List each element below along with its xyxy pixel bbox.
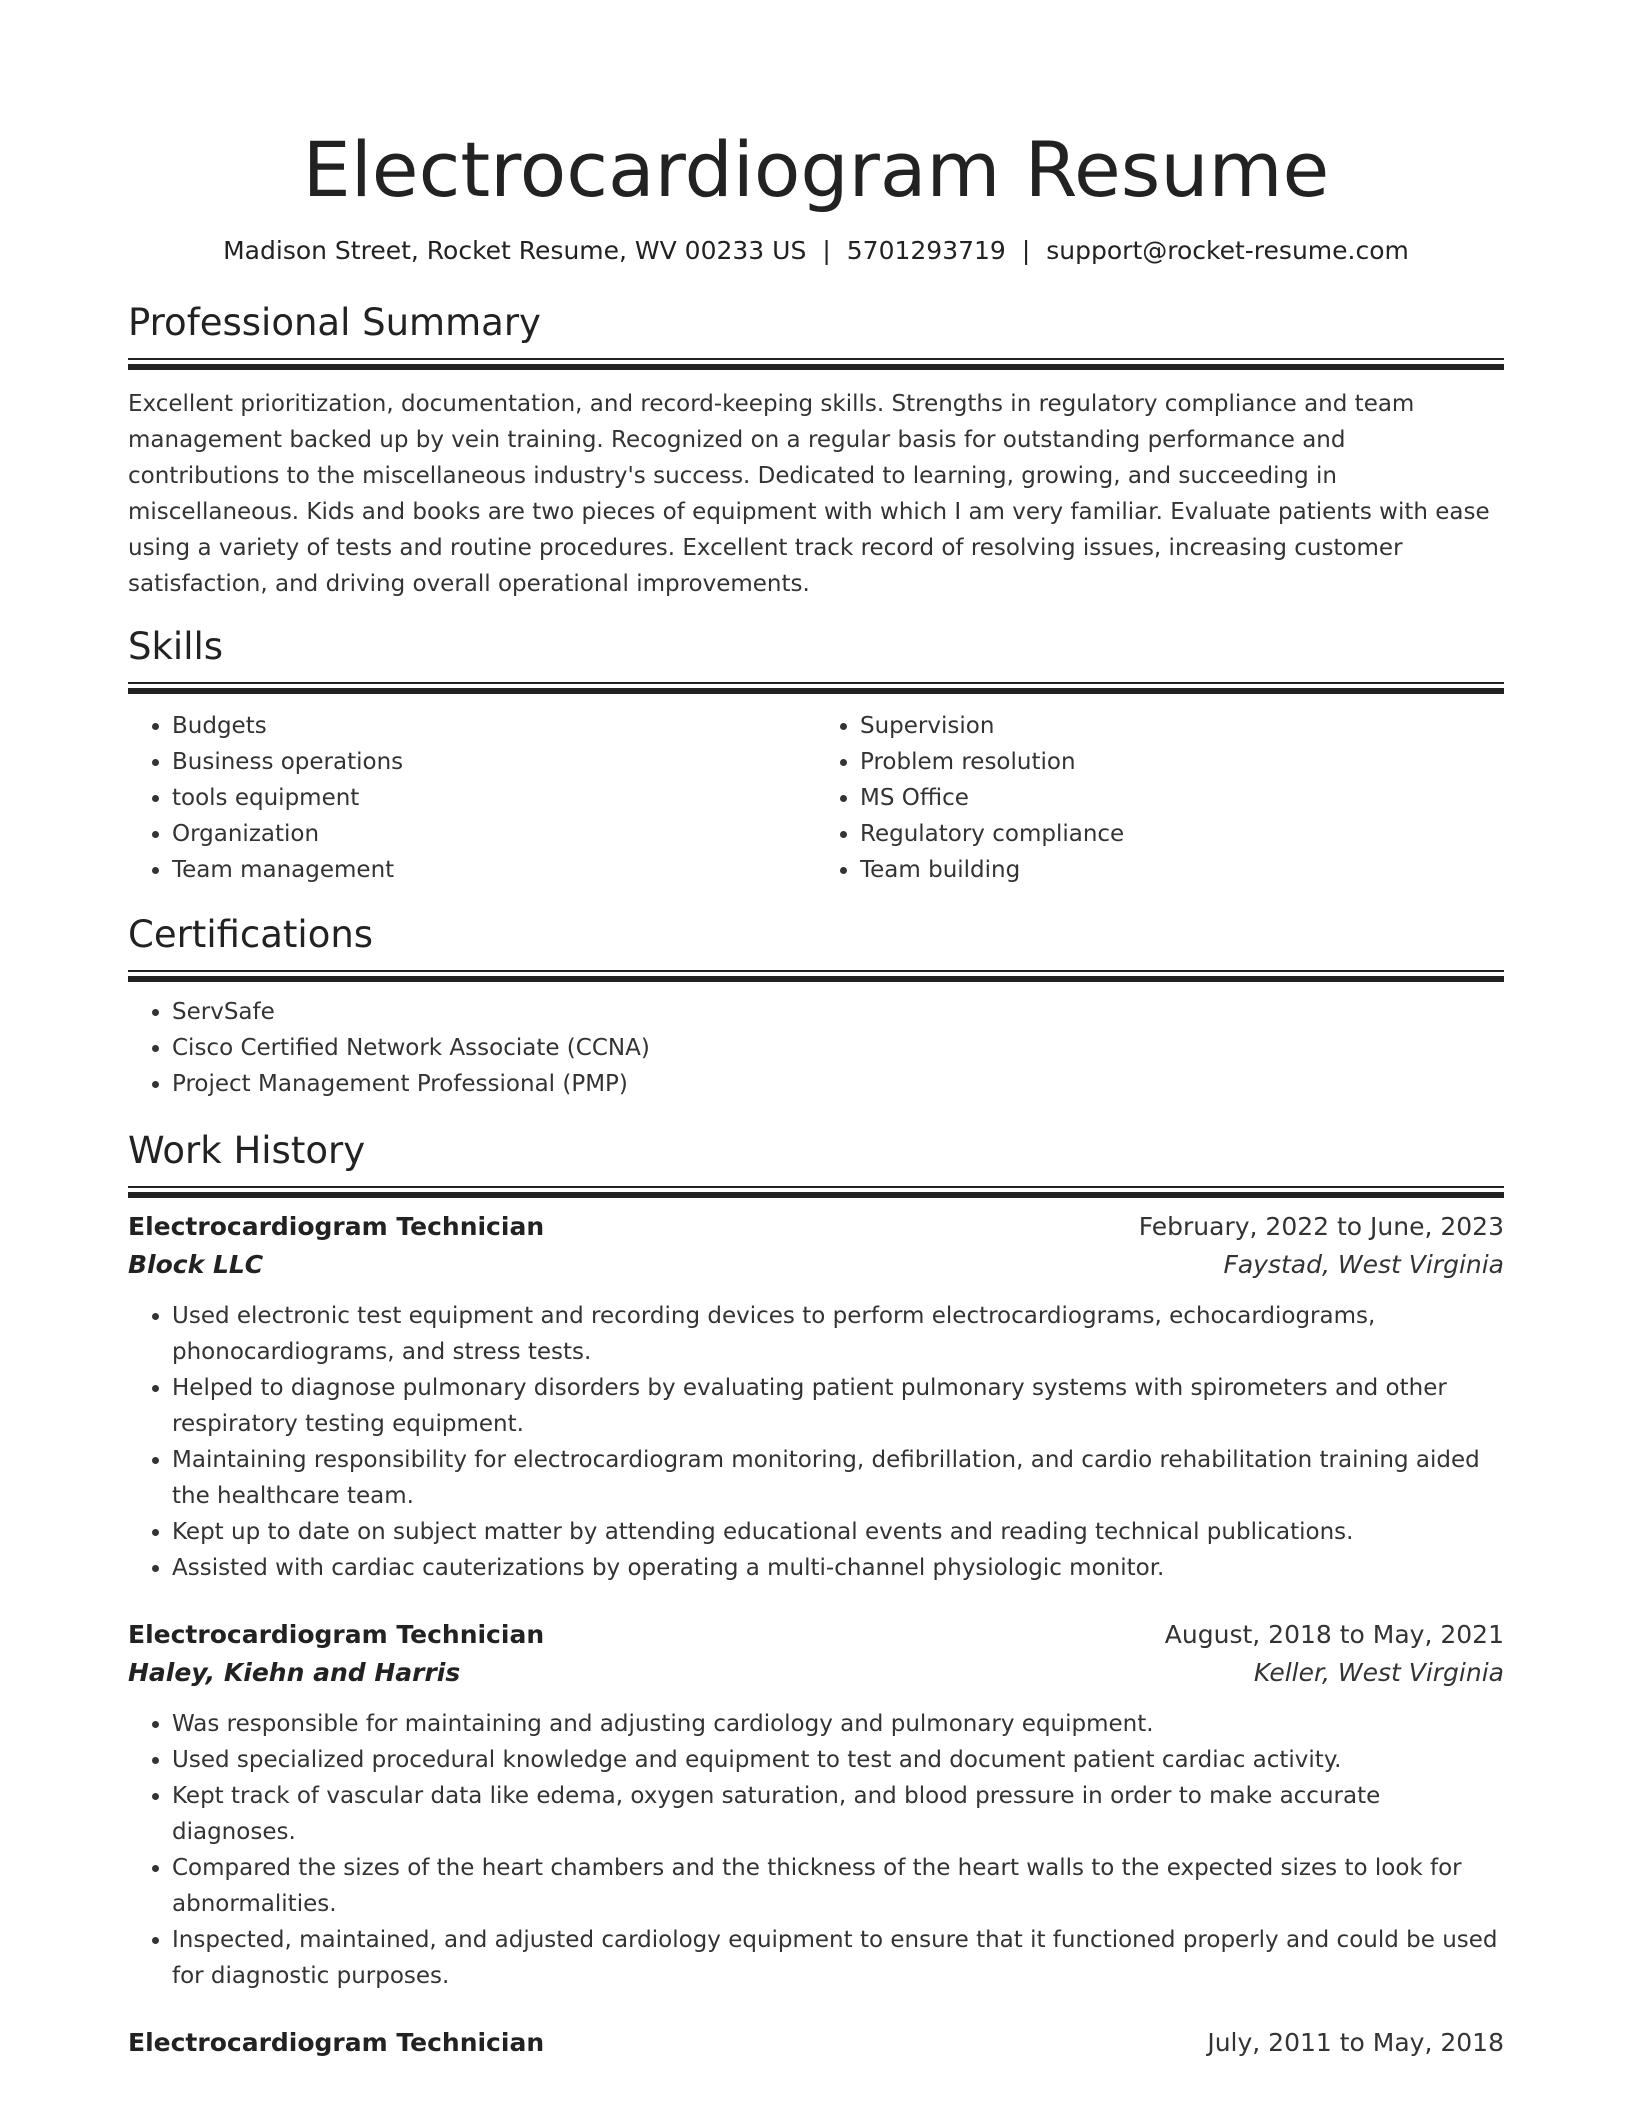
certification-item: • Cisco Certified Network Associate (CCNA) <box>172 1030 1504 1066</box>
certifications-list <box>128 994 1504 1102</box>
resume-page <box>128 0 1504 2062</box>
skill-item: • Team management <box>172 852 816 888</box>
skill-item: • Regulatory compliance <box>860 816 1504 852</box>
job-dates: August, 2018 to May, 2021 <box>1164 1620 1504 1649</box>
job-company: Haley, Kiehn and Harris <box>128 1658 461 1687</box>
job-entry <box>128 1616 1504 1994</box>
section-certifications <box>128 910 1504 1102</box>
section-heading-summary: Professional Summary <box>128 301 541 344</box>
job-entry <box>128 2024 1504 2062</box>
resume-title: Electrocardiogram Resume <box>302 125 1330 214</box>
job-header-row <box>128 1208 1504 1246</box>
job-bullets <box>128 1298 1504 1586</box>
job-location: Faystad, West Virginia <box>1223 1250 1504 1279</box>
job-bullet: • Maintaining responsibility for electrocardiogram monitoring, defibrillation, and cardio rehabilitation training aided the healthcare team. <box>172 1442 1504 1514</box>
summary-text: Excellent prioritization, documentation, and record-keeping skills. Strengths in regulatory compliance and team management backed up by vein training. Recognized on a regular basis for outstanding performance and contributions to the miscellaneous industry's success. Dedicated to learning, growing, and succeeding in miscellaneous. Kids and books are two pieces of equipment with which I am very familiar. Evaluate patients with ease using a variety of tests and routine procedures. Excellent track record of resolving issues, increasing customer satisfaction, and driving overall operational improvements. <box>128 391 1490 597</box>
job-bullet: • Helped to diagnose pulmonary disorders by evaluating patient pulmonary systems with spirometers and other respiratory testing equipment. <box>172 1370 1504 1442</box>
skill-item: • Business operations <box>172 744 816 780</box>
job-company: Block LLC <box>128 1250 264 1279</box>
job-company-row <box>128 1246 1504 1284</box>
section-divider <box>128 970 1504 972</box>
certification-item: • Project Management Professional (PMP) <box>172 1066 1504 1102</box>
skill-item: • Team building <box>860 852 1504 888</box>
skill-item: • Budgets <box>172 708 816 744</box>
certification-item: • ServSafe <box>172 994 1504 1030</box>
skills-columns <box>128 708 1504 888</box>
contact-line <box>128 234 1504 268</box>
section-heading-skills: Skills <box>128 625 224 668</box>
skills-list-right <box>816 708 1504 888</box>
job-bullet: • Compared the sizes of the heart chambers and the thickness of the heart walls to the expected sizes to look for abnormalities. <box>172 1850 1504 1922</box>
section-skills <box>128 622 1504 888</box>
skill-item: • tools equipment <box>172 780 816 816</box>
job-bullets <box>128 1706 1504 1994</box>
job-header-row <box>128 2024 1504 2062</box>
job-bullet: • Was responsible for maintaining and adjusting cardiology and pulmonary equipment. <box>172 1706 1504 1742</box>
section-divider <box>128 1186 1504 1188</box>
skill-item: • MS Office <box>860 780 1504 816</box>
skill-item: • Supervision <box>860 708 1504 744</box>
job-header-row <box>128 1616 1504 1654</box>
job-bullet: • Kept track of vascular data like edema, oxygen saturation, and blood pressure in order to make accurate diagnoses. <box>172 1778 1504 1850</box>
section-heading-certifications: Certifications <box>128 913 374 956</box>
job-company-row <box>128 1654 1504 1692</box>
job-location: Keller, West Virginia <box>1253 1658 1504 1687</box>
contact-email[interactable]: support@rocket-resume.com <box>1046 236 1409 265</box>
contact-address: Madison Street, Rocket Resume, WV 00233 US <box>223 236 807 265</box>
job-dates: February, 2022 to June, 2023 <box>1138 1212 1504 1241</box>
section-divider <box>128 682 1504 684</box>
section-summary <box>128 298 1504 602</box>
skills-list-left <box>128 708 816 888</box>
contact-separator: | <box>1021 236 1031 265</box>
job-bullet: • Kept up to date on subject matter by attending educational events and reading technical publications. <box>172 1514 1504 1550</box>
contact-separator: | <box>822 236 831 265</box>
job-entry <box>128 1208 1504 1586</box>
job-bullet: • Used specialized procedural knowledge and equipment to test and document patient cardiac activity. <box>172 1742 1504 1778</box>
skills-column-left <box>128 708 816 888</box>
skills-column-right <box>816 708 1504 888</box>
section-work-history <box>128 1126 1504 2062</box>
job-bullet: • Assisted with cardiac cauterizations by operating a multi-channel physiologic monitor. <box>172 1550 1504 1586</box>
contact-phone: 5701293719 <box>846 236 1006 265</box>
job-bullet: • Used electronic test equipment and recording devices to perform electrocardiograms, echocardiograms, phonocardiograms, and stress tests. <box>172 1298 1504 1370</box>
section-heading-work-history: Work History <box>128 1129 366 1172</box>
job-bullet: • Inspected, maintained, and adjusted cardiology equipment to ensure that it functioned properly and could be used for diagnostic purposes. <box>172 1922 1504 1994</box>
job-title: Electrocardiogram Technician <box>128 1620 545 1649</box>
skill-item: • Organization <box>172 816 816 852</box>
job-title: Electrocardiogram Technician <box>128 2028 545 2057</box>
job-title: Electrocardiogram Technician <box>128 1212 545 1241</box>
section-divider <box>128 358 1504 360</box>
skill-item: • Problem resolution <box>860 744 1504 780</box>
job-dates: July, 2011 to May, 2018 <box>1207 2028 1504 2057</box>
